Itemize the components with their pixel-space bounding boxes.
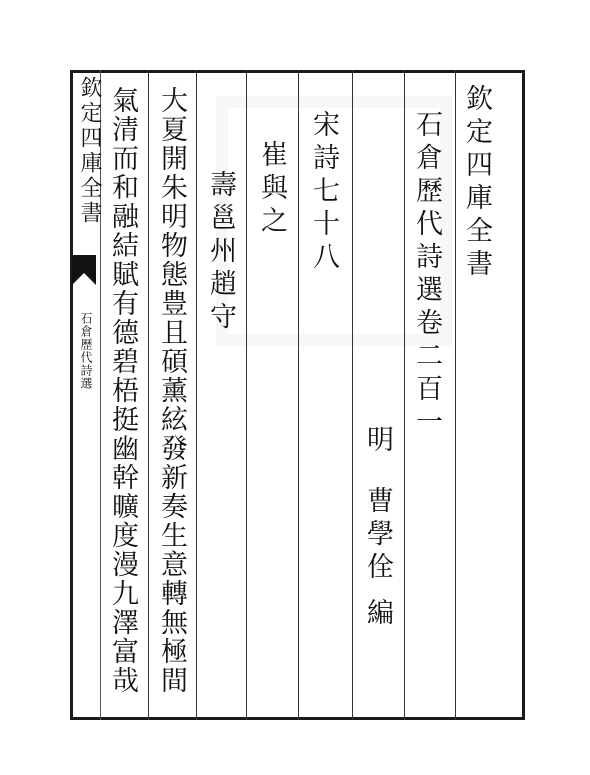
series-title: 欽定四庫全書 (461, 84, 492, 282)
volume-title: 石倉歷代詩選卷二百一 (411, 110, 442, 440)
margin-book-title: 石倉歷代詩選 (79, 312, 93, 390)
margin-series-title: 欽定四庫全書 (77, 76, 102, 226)
column-rule (352, 70, 353, 720)
section-heading: 宋詩七十八 (308, 110, 339, 275)
poem-text-line: 大夏開朱明物態豊且碩薰絃發新奏生意轉無極間 (156, 86, 187, 695)
fishtail-ornament (72, 255, 96, 285)
column-rule (246, 70, 247, 720)
column-rule (196, 70, 197, 720)
column-rule (148, 70, 149, 720)
poem-title: 壽邕州趙守 (205, 170, 236, 335)
poet-name: 崔與之 (256, 140, 287, 239)
column-rule (455, 70, 456, 720)
column-rule (298, 70, 299, 720)
compiler-role: 編 (362, 598, 393, 631)
dynasty: 明 (362, 425, 393, 458)
column-rule (404, 70, 405, 720)
compiler: 曹學佺 (362, 486, 393, 585)
poem-text-line: 氣清而和融結賦有德碧梧挺幽幹曠度漫九澤富哉 (107, 86, 138, 695)
